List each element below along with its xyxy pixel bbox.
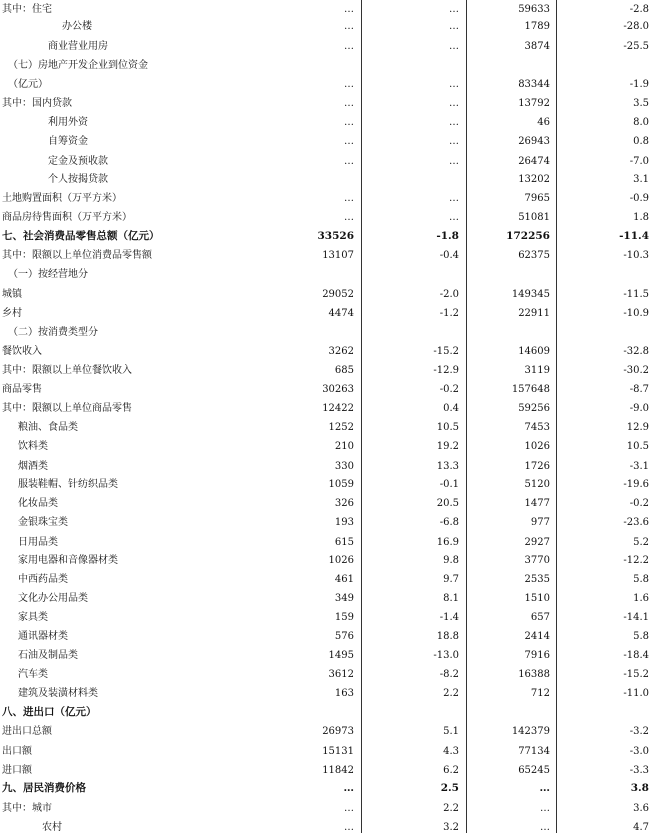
growth-month-cell: -0.2 [439,384,459,395]
growth-cumulative-cell: 4.7 [633,822,649,833]
row-label: 文化办公用品类 [18,593,88,604]
table-row [0,589,662,608]
growth-cumulative-cell: 3.8 [630,782,649,794]
table-row [0,665,662,684]
table-row [0,285,662,304]
table-row [0,418,662,437]
table-row [0,475,662,494]
growth-cumulative-cell [559,323,649,342]
growth-cumulative-cell: -0.2 [629,498,649,509]
value-month-cell: … [344,79,354,90]
value-month-cell: … [344,136,354,147]
value-cumulative-cell: 2535 [524,574,550,585]
growth-month-cell: 6.2 [443,765,459,776]
row-label: （二）按消费类型分 [8,327,98,338]
growth-month-cell: 3.2 [443,822,459,833]
table-row [0,342,662,361]
table-row [0,457,662,476]
value-cumulative-cell: 3770 [524,555,550,566]
value-cumulative-cell: 149345 [511,289,550,300]
value-month-cell: 193 [334,517,354,528]
growth-month-cell: … [449,117,459,128]
growth-month-cell: … [449,193,459,204]
growth-cumulative-cell: -2.8 [629,4,649,15]
value-cumulative-cell: … [540,803,550,814]
row-label: 其中：限额以上单位餐饮收入 [2,365,132,376]
table-row [0,75,662,94]
value-cumulative-cell: 26943 [518,136,550,147]
growth-cumulative-cell: -3.2 [629,726,649,737]
row-label: 农村 [42,822,62,833]
value-cumulative-cell: 16388 [518,669,550,680]
growth-month-cell: 10.5 [436,422,459,433]
row-label: 城镇 [2,289,22,300]
value-cumulative-cell: 7916 [524,650,550,661]
row-label: 出口额 [2,746,32,757]
row-label: 自筹资金 [48,136,88,147]
growth-month-cell: -1.2 [439,308,459,319]
value-month-cell [264,265,354,284]
value-cumulative-cell: 5120 [524,479,550,490]
table-row [0,551,662,570]
growth-month-cell: 4.3 [443,746,459,757]
value-month-cell: 1252 [328,422,354,433]
value-month-cell: … [344,4,354,15]
value-month-cell: … [344,98,354,109]
row-label: 石油及制品类 [18,650,78,661]
growth-cumulative-cell: -30.2 [623,365,649,376]
growth-cumulative-cell: 3.6 [633,803,649,814]
growth-cumulative-cell: -15.2 [623,669,649,680]
value-cumulative-cell: 59256 [518,403,550,414]
table-row [0,761,662,780]
value-month-cell: 3262 [328,346,354,357]
growth-cumulative-cell: 1.8 [633,212,649,223]
value-cumulative-cell: 2927 [524,537,550,548]
row-label: 八、进出口（亿元） [2,706,97,718]
table-row [0,170,662,189]
growth-cumulative-cell: 8.0 [633,117,649,128]
table-row [0,113,662,132]
value-cumulative-cell: 7965 [524,193,550,204]
growth-month-cell: 13.3 [436,461,459,472]
growth-month-cell: 2.2 [443,803,459,814]
growth-cumulative-cell: -10.9 [623,308,649,319]
value-month-cell: 163 [334,688,354,699]
value-month-cell [264,323,354,342]
value-cumulative-cell: 13792 [518,98,550,109]
row-label: 家具类 [18,612,48,623]
growth-month-cell [369,703,459,722]
row-label: 乡村 [2,308,22,319]
table-row [0,818,662,837]
value-cumulative-cell: 13202 [518,174,550,185]
value-month-cell [264,703,354,722]
table-row [0,189,662,208]
row-label: 中西药品类 [18,574,68,585]
row-label: 个人按揭贷款 [48,174,108,185]
growth-cumulative-cell: 5.8 [633,574,649,585]
value-cumulative-cell: … [539,782,550,794]
value-month-cell: 1059 [328,479,354,490]
value-month-cell: … [344,117,354,128]
growth-month-cell: -15.2 [433,346,459,357]
value-cumulative-cell: 26474 [518,156,550,167]
growth-cumulative-cell: -12.2 [623,555,649,566]
table-row [0,94,662,113]
row-label: 金银珠宝类 [18,517,68,528]
growth-cumulative-cell: -3.0 [629,746,649,757]
table-row [0,779,662,798]
growth-month-cell: 19.2 [436,441,459,452]
table-row [0,380,662,399]
growth-cumulative-cell: 5.8 [633,631,649,642]
growth-cumulative-cell: -10.3 [623,250,649,261]
value-month-cell: 615 [334,537,354,548]
value-month-cell: 685 [334,365,354,376]
value-month-cell: 1495 [328,650,354,661]
growth-month-cell: -0.1 [439,479,459,490]
growth-cumulative-cell: 12.9 [626,422,649,433]
growth-cumulative-cell: -28.0 [623,21,649,32]
growth-cumulative-cell: -23.6 [623,517,649,528]
value-cumulative-cell: 657 [530,612,550,623]
value-cumulative-cell: 83344 [518,79,550,90]
value-month-cell: … [344,156,354,167]
growth-month-cell: 2.2 [443,688,459,699]
value-month-cell: 326 [334,498,354,509]
value-month-cell: … [343,782,354,794]
row-label: 其中：住宅 [2,4,52,15]
growth-month-cell [369,56,459,75]
row-label: 饮料类 [18,441,48,452]
growth-month-cell: -13.0 [433,650,459,661]
growth-cumulative-cell: -1.9 [629,79,649,90]
value-cumulative-cell: 7453 [524,422,550,433]
table-row [0,742,662,761]
value-month-cell: 13107 [322,250,354,261]
growth-cumulative-cell [559,703,649,722]
value-cumulative-cell: 77134 [518,746,550,757]
table-row [0,684,662,703]
growth-month-cell: … [449,79,459,90]
growth-cumulative-cell: -0.9 [629,193,649,204]
value-month-cell [264,170,354,189]
growth-month-cell: -0.4 [439,250,459,261]
value-month-cell: … [344,212,354,223]
growth-cumulative-cell: 0.8 [633,136,649,147]
growth-month-cell: … [449,136,459,147]
growth-cumulative-cell: -32.8 [623,346,649,357]
table-row [0,570,662,589]
row-label: 服装鞋帽、针纺织品类 [18,479,118,490]
growth-month-cell [369,170,459,189]
value-cumulative-cell: 1026 [524,441,550,452]
table-row [0,608,662,627]
growth-month-cell: -6.8 [439,517,459,528]
value-cumulative-cell: 712 [530,688,550,699]
row-label: 烟酒类 [18,461,48,472]
growth-month-cell: … [449,212,459,223]
growth-cumulative-cell: 3.1 [633,174,649,185]
table-row [0,361,662,380]
table-row [0,265,662,284]
value-month-cell: 15131 [322,746,354,757]
growth-month-cell: -1.4 [439,612,459,623]
value-month-cell: 349 [334,593,354,604]
table-row [0,799,662,818]
growth-month-cell: 20.5 [436,498,459,509]
row-label: 其中：限额以上单位消费品零售额 [2,250,152,261]
growth-month-cell: 2.5 [440,782,459,794]
row-label: 定金及预收款 [48,156,108,167]
row-label: 利用外资 [48,117,88,128]
table-row [0,437,662,456]
value-cumulative-cell: 14609 [518,346,550,357]
growth-cumulative-cell: -11.4 [619,230,649,242]
row-label: 其中：国内贷款 [2,98,72,109]
table-row [0,703,662,722]
table-row [0,208,662,227]
growth-cumulative-cell: -7.0 [629,156,649,167]
row-label: 办公楼 [62,21,92,32]
row-label: 通讯器材类 [18,631,68,642]
row-label: 化妆品类 [18,498,58,509]
row-label: 其中：城市 [2,803,52,814]
value-cumulative-cell: 2414 [524,631,550,642]
growth-month-cell: 9.7 [443,574,459,585]
growth-month-cell: … [449,21,459,32]
growth-cumulative-cell [559,265,649,284]
table-row [0,513,662,532]
value-cumulative-cell: 1726 [524,461,550,472]
growth-cumulative-cell: -3.3 [629,765,649,776]
value-cumulative-cell: 172256 [506,230,550,242]
growth-cumulative-cell: 5.2 [633,537,649,548]
table-row [0,627,662,646]
value-cumulative-cell: 62375 [518,250,550,261]
value-cumulative-cell: 1510 [524,593,550,604]
row-label: 家用电器和音像器材类 [18,555,118,566]
row-label: 九、居民消费价格 [2,782,86,794]
growth-cumulative-cell: -25.5 [623,41,649,52]
value-month-cell: … [344,803,354,814]
growth-month-cell: 5.1 [443,726,459,737]
growth-month-cell: 9.8 [443,555,459,566]
value-cumulative-cell: 51081 [518,212,550,223]
value-cumulative-cell: 65245 [518,765,550,776]
growth-month-cell: 8.1 [443,593,459,604]
table-row [0,533,662,552]
growth-month-cell: 18.8 [436,631,459,642]
row-label: （七）房地产开发企业到位资金 [8,60,148,71]
value-cumulative-cell: 22911 [518,308,550,319]
value-cumulative-cell: 46 [537,117,550,128]
growth-month-cell: … [449,4,459,15]
row-label: 商品零售 [2,384,42,395]
value-cumulative-cell [460,56,550,75]
growth-month-cell: … [449,41,459,52]
value-month-cell [264,56,354,75]
value-cumulative-cell [460,265,550,284]
value-month-cell: 330 [334,461,354,472]
row-label: 汽车类 [18,669,48,680]
growth-cumulative-cell: 10.5 [626,441,649,452]
value-cumulative-cell: 1477 [524,498,550,509]
table-row [0,17,662,36]
table-row [0,227,662,246]
growth-month-cell: -8.2 [439,669,459,680]
table-row [0,722,662,741]
value-cumulative-cell [460,703,550,722]
growth-cumulative-cell: -18.4 [623,650,649,661]
value-month-cell: 11842 [322,765,354,776]
growth-cumulative-cell: -11.5 [623,289,649,300]
growth-month-cell [369,265,459,284]
value-month-cell: 4474 [328,308,354,319]
growth-cumulative-cell: -11.0 [623,688,649,699]
row-label: （亿元） [8,79,48,90]
table-row [0,246,662,265]
row-label: 进出口总额 [2,726,52,737]
growth-cumulative-cell: 1.6 [633,593,649,604]
row-label: 土地购置面积（万平方米） [2,193,122,204]
growth-month-cell: -2.0 [439,289,459,300]
table-row [0,646,662,665]
table-row [0,399,662,418]
value-month-cell: 159 [334,612,354,623]
row-label: 商业营业用房 [48,41,108,52]
row-label: 建筑及装潢材料类 [18,688,98,699]
growth-cumulative-cell [559,56,649,75]
value-month-cell: 461 [334,574,354,585]
growth-cumulative-cell: -9.0 [629,403,649,414]
growth-month-cell: … [449,156,459,167]
row-label: 进口额 [2,765,32,776]
value-month-cell: 1026 [328,555,354,566]
growth-cumulative-cell: -3.1 [629,461,649,472]
value-cumulative-cell: 1789 [524,21,550,32]
growth-cumulative-cell: -8.7 [629,384,649,395]
growth-month-cell: 16.9 [436,537,459,548]
value-cumulative-cell: … [540,822,550,833]
value-month-cell: 26973 [322,726,354,737]
value-cumulative-cell: 3119 [524,365,550,376]
value-cumulative-cell: 3874 [524,41,550,52]
value-cumulative-cell: 157648 [511,384,550,395]
value-cumulative-cell: 977 [530,517,550,528]
table-row [0,304,662,323]
table-row [0,494,662,513]
growth-month-cell: 0.4 [443,403,459,414]
row-label: （一）按经营地分 [8,269,88,280]
value-cumulative-cell: 59633 [518,4,550,15]
growth-month-cell: -1.8 [436,230,459,242]
value-month-cell: 12422 [322,403,354,414]
table-row [0,132,662,151]
table-row [0,152,662,171]
growth-cumulative-cell: -14.1 [623,612,649,623]
table-row [0,56,662,75]
value-month-cell: 29052 [322,289,354,300]
value-month-cell: … [344,41,354,52]
table-row [0,37,662,56]
value-month-cell: 210 [334,441,354,452]
row-label: 粮油、食品类 [18,422,78,433]
growth-month-cell: … [449,98,459,109]
table-row [0,323,662,342]
value-month-cell: 33526 [317,230,354,242]
value-month-cell: 3612 [328,669,354,680]
row-label: 商品房待售面积（万平方米） [2,212,132,223]
growth-month-cell [369,323,459,342]
value-cumulative-cell [460,323,550,342]
row-label: 餐饮收入 [2,346,42,357]
value-month-cell: … [344,21,354,32]
value-month-cell: … [344,193,354,204]
value-month-cell: 576 [334,631,354,642]
growth-month-cell: -12.9 [433,365,459,376]
value-cumulative-cell: 142379 [511,726,550,737]
row-label: 其中：限额以上单位商品零售 [2,403,132,414]
row-label: 日用品类 [18,537,58,548]
growth-cumulative-cell: -19.6 [623,479,649,490]
value-month-cell: … [344,822,354,833]
growth-cumulative-cell: 3.5 [633,98,649,109]
value-month-cell: 30263 [322,384,354,395]
row-label: 七、社会消费品零售总额（亿元） [2,230,160,242]
